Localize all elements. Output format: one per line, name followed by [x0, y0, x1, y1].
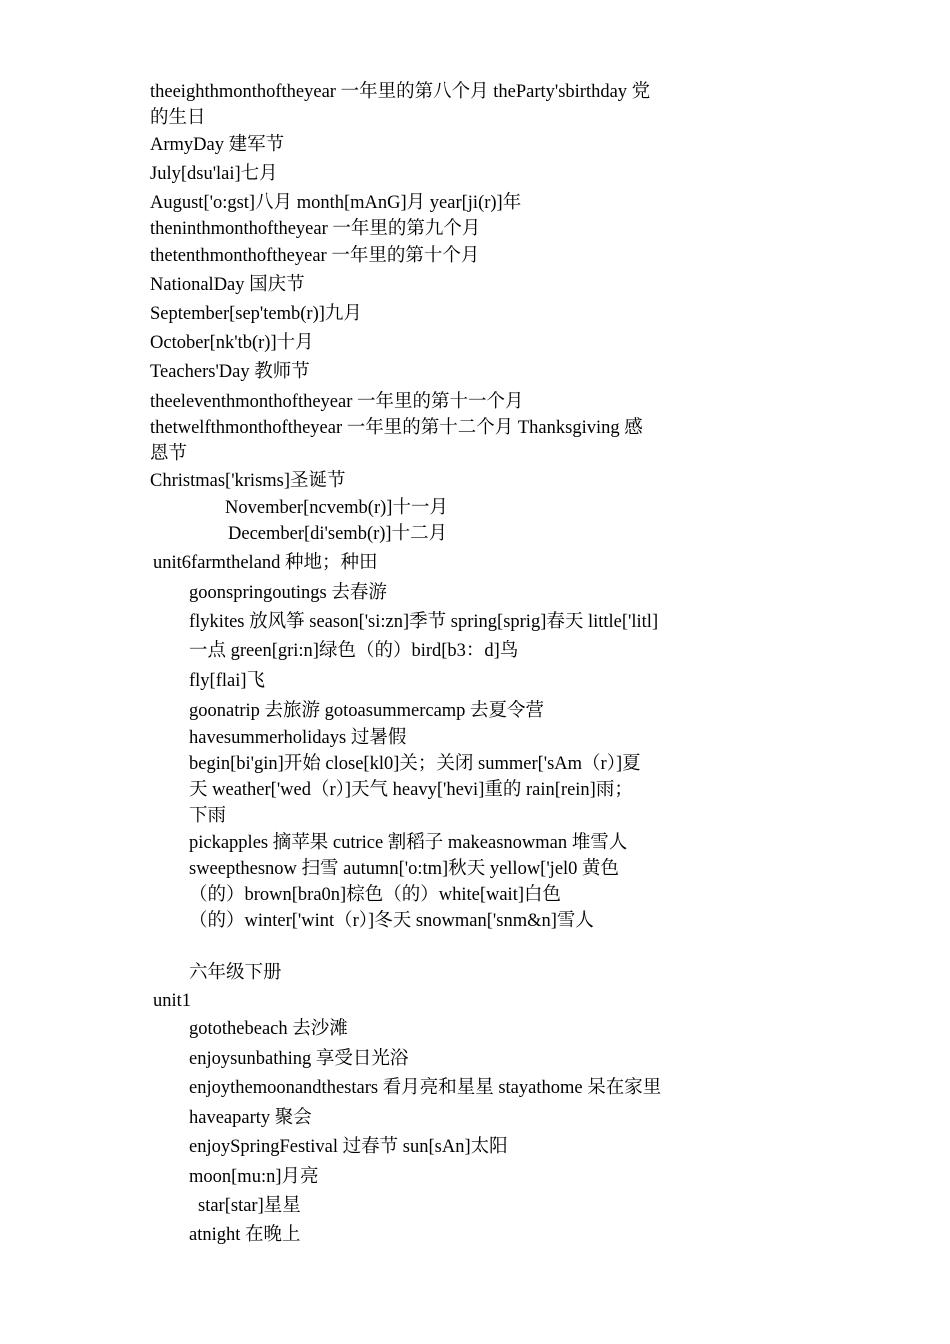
text-line: December[di'semb(r)]十二月 — [228, 524, 448, 544]
text-line: moon[mu:n]月亮 — [189, 1167, 319, 1187]
text-line: 恩节 — [150, 444, 188, 464]
text-line: enjoysunbathing 享受日光浴 — [189, 1049, 409, 1069]
text-line: （的）winter['wint（r）]冬天 snowman['snm&n]雪人 — [189, 911, 594, 931]
text-line: 天 weather['wed（r）]天气 heavy['hevi]重的 rain[rein]雨； — [189, 780, 633, 800]
text-line: 一点 green[gri:n]绿色（的）bird[b3：d]鸟 — [189, 641, 519, 661]
text-line: havesummerholidays 过暑假 — [189, 728, 407, 748]
text-line: thetwelfthmonthoftheyear 一年里的第十二个月 Thanksgiving 感 — [150, 418, 643, 438]
text-line: unit6farmtheland 种地；种田 — [153, 553, 378, 573]
text-line: pickapples 摘苹果 cutrice 割稻子 makeasnowman 堆雪人 — [189, 833, 628, 853]
text-line: Teachers'Day 教师节 — [150, 362, 310, 382]
text-line: theninthmonthoftheyear 一年里的第九个月 — [150, 219, 481, 239]
text-line: sweepthesnow 扫雪 autumn['o:tm]秋天 yellow['jel0 黄色 — [189, 859, 620, 879]
text-line: November[ncvemb(r)]十一月 — [225, 498, 448, 518]
text-line: fly[flai]飞 — [189, 671, 266, 691]
text-line: flykites 放风筝 season['si:zn]季节 spring[sprig]春天 little['litl] — [189, 612, 659, 632]
unit-heading: unit1 — [153, 991, 192, 1011]
text-line: ArmyDay 建军节 — [150, 135, 285, 155]
text-line: 下雨 — [189, 806, 227, 826]
text-line: July[dsu'lai]七月 — [150, 164, 278, 184]
text-line: thetenthmonthoftheyear 一年里的第十个月 — [150, 246, 480, 266]
text-line: NationalDay 国庆节 — [150, 275, 305, 295]
text-line: begin[bi'gin]开始 close[kl0]关；关闭 summer['sAm（r）]夏 — [189, 754, 641, 774]
text-line: gotothebeach 去沙滩 — [189, 1019, 348, 1039]
text-line: haveaparty 聚会 — [189, 1108, 312, 1128]
text-line: goonatrip 去旅游 gotoasummercamp 去夏令营 — [189, 701, 545, 721]
text-line: October[nk'tb(r)]十月 — [150, 333, 314, 353]
text-line: enjoythemoonandthestars 看月亮和星星 stayathome 呆在家里 — [189, 1078, 662, 1098]
text-line: theeighthmonthoftheyear 一年里的第八个月 theParty'sbirthday 党 — [150, 82, 651, 102]
text-line: goonspringoutings 去春游 — [189, 583, 387, 603]
text-line: 的生日 — [150, 108, 206, 128]
text-line: September[sep'temb(r)]九月 — [150, 304, 362, 324]
text-line: star[star]星星 — [198, 1196, 301, 1216]
text-line: Christmas['krisms]圣诞节 — [150, 471, 346, 491]
text-line: August['o:gst]八月 month[mAnG]月 year[ji(r)]年 — [150, 193, 522, 213]
text-line: enjoySpringFestival 过春节 sun[sAn]太阳 — [189, 1137, 508, 1157]
section-heading: 六年级下册 — [189, 963, 282, 983]
text-line: theeleventhmonthoftheyear 一年里的第十一个月 — [150, 392, 524, 412]
text-line: （的）brown[bra0n]棕色（的）white[wait]白色 — [189, 885, 561, 905]
text-line: atnight 在晚上 — [189, 1225, 301, 1245]
